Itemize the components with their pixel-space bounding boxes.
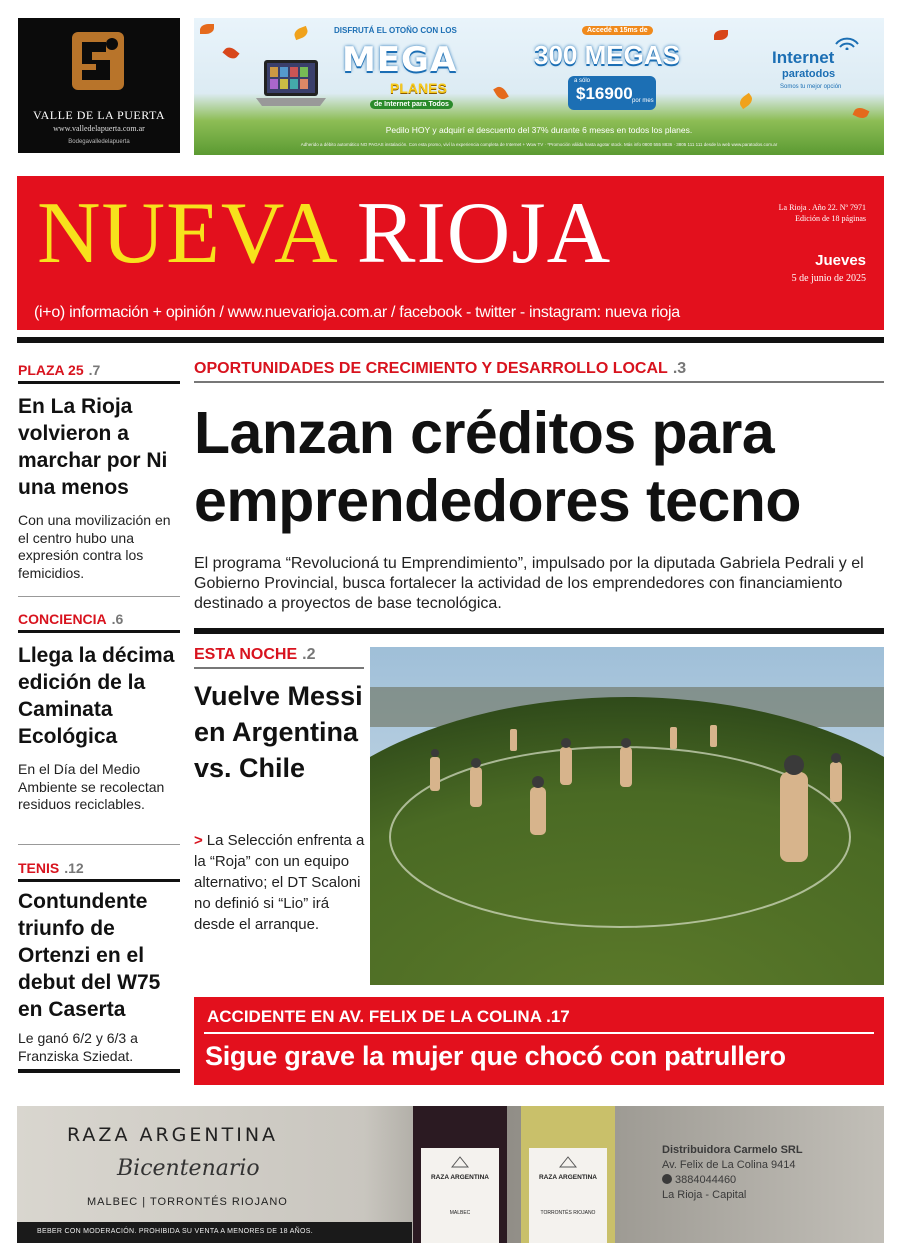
main-deck: El programa “Revolucioná tu Emprendimiento”, impulsado por la diputada Gabriela Pedrali y el Gobierno Provincial, busca fortalecer la actividad de los emprendedores con financiamiento destinado a proyectos de base tecnológica.	[194, 555, 864, 612]
wine-ad-city: La Rioja - Capital	[662, 1189, 747, 1201]
internet-ad-planes-sub: de Internet para Todos	[370, 100, 453, 109]
emblem-icon	[451, 1156, 469, 1168]
internet-ad-price-suffix: por mes	[632, 98, 654, 104]
page-ref: .3	[672, 360, 687, 377]
internet-ad-tagline: DISFRUTÁ EL OTOÑO CON LOS	[334, 26, 457, 35]
bottle2-brand: RAZA ARGENTINA	[538, 1174, 597, 1181]
leaf-icon	[853, 106, 870, 121]
banner-kicker	[207, 1007, 570, 1027]
internet-ad-brand-line2: paratodos	[782, 68, 836, 80]
internet-ad-promo: Pedilo HOY y adquirí el descuento del 37% durante 6 meses en todos los planes.	[385, 125, 693, 135]
sidebar-story1-body: Con una movilización en el centro hubo una expresión contra los femicidios.	[18, 512, 171, 581]
leaf-icon	[493, 84, 509, 101]
sidebar-story3-body: Le ganó 6/2 y 6/3 a Franziska Sziedat.	[18, 1030, 138, 1064]
divider	[17, 337, 884, 343]
divider	[18, 596, 180, 597]
leaf-icon	[714, 30, 728, 40]
divider	[18, 1069, 180, 1073]
bottle1-variety: MALBEC	[449, 1210, 471, 1216]
edition-line1: La Rioja . Año 22. Nº 7971	[778, 203, 866, 212]
internet-paratodos-ad[interactable]	[194, 18, 884, 155]
bottle-label	[529, 1148, 607, 1243]
edition-info	[746, 202, 866, 224]
breaking-banner[interactable]	[194, 997, 884, 1085]
masthead	[17, 176, 884, 330]
issue-day: Jueves	[815, 252, 866, 269]
internet-ad-megas: 300 MEGAS	[534, 40, 680, 70]
section-label: ACCIDENTE EN AV. FELIX DE LA COLINA	[207, 1007, 542, 1026]
wifi-icon	[834, 36, 860, 50]
internet-ad-accede: Accedé a 15ms de	[582, 26, 653, 35]
page-ref: .7	[88, 362, 101, 378]
laptop-icon	[256, 58, 326, 108]
sidebar-story1-kicker[interactable]	[18, 362, 100, 378]
torrontes-bottle-icon	[521, 1106, 615, 1243]
title-part2: RIOJA	[356, 185, 612, 282]
section-label: OPORTUNIDADES DE CRECIMIENTO Y DESARROLLO LOCAL	[194, 360, 668, 377]
emblem-icon	[559, 1156, 577, 1168]
sidebar-story2-body: En el Día del Medio Ambiente se recolectan residuos reciclables.	[18, 761, 165, 812]
leaf-icon	[200, 24, 214, 34]
winery-logo-icon	[68, 28, 128, 94]
wine-ad-phone: 3884044460	[675, 1174, 737, 1186]
page-ref: .17	[546, 1007, 570, 1026]
leaf-icon	[293, 26, 310, 40]
section-label: ESTA NOCHE	[194, 646, 298, 663]
edition-line2: Edición de 18 páginas	[795, 214, 866, 223]
wine-ad-distributor: Distribuidora Carmelo SRL	[662, 1144, 803, 1156]
messi-body	[194, 830, 366, 935]
sidebar-story3-headline[interactable]: Contundente triunfo de Ortenzi en el debut del W75 en Caserta	[18, 890, 161, 1021]
divider	[194, 628, 884, 634]
section-label: PLAZA 25	[18, 362, 84, 378]
bottle-label	[421, 1148, 499, 1243]
section-label: TENIS	[18, 860, 60, 876]
page-ref: .2	[302, 646, 316, 663]
valle-de-la-puerta-ad[interactable]	[18, 18, 180, 153]
divider	[194, 381, 884, 383]
messi-story-kicker[interactable]	[194, 646, 315, 664]
internet-ad-price-prefix: a sólo	[574, 78, 591, 84]
raza-argentina-ad[interactable]	[17, 1106, 884, 1243]
messi-body-text: La Selección enfrenta a la “Roja” con un equipo alternativo; el DT Scaloni no definió si “Lio” irá desde el arranque.	[194, 832, 365, 933]
sidebar-story1-headline[interactable]: En La Rioja volvieron a marchar por Ni una menos	[18, 395, 168, 499]
banner-headline: Sigue grave la mujer que chocó con patrullero	[205, 1041, 786, 1071]
training-photo[interactable]	[370, 647, 884, 985]
newspaper-title[interactable]	[37, 184, 611, 284]
internet-ad-mega: MEGA	[342, 40, 458, 80]
valle-ad-handle: Bodegavalledelapuerta	[68, 139, 130, 145]
sidebar-story2-kicker[interactable]	[18, 611, 123, 627]
divider	[194, 667, 364, 669]
divider	[204, 1032, 874, 1034]
messi-headline[interactable]: Vuelve Messi en Argentina vs. Chile	[194, 681, 363, 783]
page-ref: .6	[111, 611, 124, 627]
internet-ad-fine-print: Adherido a débito automático NO PAGAS instalación. Con esta promo, viví la experiencia completa de Internet + Wow TV · *Promoción válida hasta agotar stock. Más info 0800 555 8836 · 3805 111 111 desde la web www.paratodos.com.ar	[300, 142, 778, 147]
valle-ad-name: VALLE DE LA PUERTA	[32, 108, 166, 122]
wine-ad-address: Av. Felix de La Colina 9414	[662, 1159, 796, 1171]
page-ref: .12	[64, 860, 84, 876]
valle-ad-website: www.valledelapuerta.com.ar	[53, 124, 145, 133]
internet-ad-brand-sub: Somos tu mejor opción	[780, 84, 842, 90]
bottle1-brand: RAZA ARGENTINA	[430, 1174, 489, 1181]
malbec-bottle-icon	[413, 1106, 507, 1243]
divider	[18, 879, 180, 882]
sidebar-story3-kicker[interactable]	[18, 860, 84, 876]
sidebar-story2-headline[interactable]: Llega la décima edición de la Caminata Ecológica	[18, 644, 175, 748]
leaf-icon	[737, 93, 754, 109]
divider	[18, 630, 180, 633]
wine-ad-script: Bicentenario	[117, 1156, 260, 1181]
arrow-icon: >	[194, 832, 203, 849]
bottle2-variety: TORRONTÉS RIOJANO	[540, 1210, 596, 1216]
divider	[18, 381, 180, 384]
whatsapp-icon	[662, 1174, 672, 1184]
wine-ad-phone-row	[662, 1174, 842, 1186]
main-headline[interactable]: Lanzan créditos para emprendedores tecno	[194, 400, 801, 534]
section-label: CONCIENCIA	[18, 611, 107, 627]
internet-ad-brand: Internet	[772, 48, 835, 67]
leaf-icon	[222, 45, 239, 62]
internet-ad-planes: PLANES	[390, 80, 447, 96]
internet-ad-price-box	[568, 76, 656, 110]
main-story-kicker[interactable]	[194, 360, 686, 378]
internet-ad-price: $16900	[576, 84, 633, 103]
wine-ad-brand: RAZA ARGENTINA	[67, 1124, 279, 1146]
wine-ad-varietals: MALBEC | TORRONTÉS RIOJANO	[87, 1196, 288, 1208]
issue-date: 5 de junio de 2025	[791, 273, 866, 284]
masthead-tagline: (i+o) información + opinión / www.nuevarioja.com.ar / facebook - twitter - instagram: nueva rioja	[34, 304, 680, 321]
wine-ad-warning: BEBER CON MODERACIÓN. PROHIBIDA SU VENTA A MENORES DE 18 AÑOS.	[17, 1222, 412, 1243]
divider	[18, 844, 180, 845]
title-part1: NUEVA	[37, 185, 334, 282]
